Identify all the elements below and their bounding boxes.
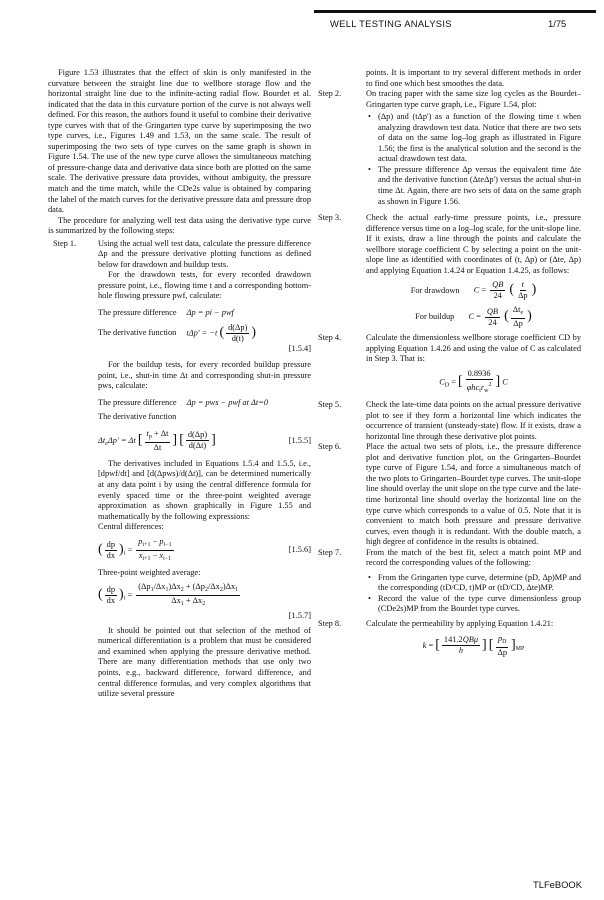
right-column xyxy=(318,68,581,662)
pd2-equation: Δp = pws − pwf at Δt=0 xyxy=(186,397,269,407)
page-number: 1/75 xyxy=(548,18,567,29)
buildup-storage-eq: For buildup C = $\frac{QB}{24}$ ( $\frac{\Delta t_e}{\Delta p}$ ) xyxy=(415,305,532,329)
bullet-icon: • xyxy=(368,593,371,603)
left-column xyxy=(48,68,311,700)
step-3 xyxy=(318,213,581,329)
step-8-text: Calculate the permeability by applying Equation 1.4.21: xyxy=(366,618,554,628)
bullet-bourdet-match xyxy=(366,594,581,615)
eq-1-5-5-number: [1.5.5] xyxy=(288,435,311,445)
pd2-label: The pressure difference xyxy=(98,397,177,407)
equation-1-5-6: ( $\frac{dp}{dx}$ )$_i$ = $\frac{p_{i+1} - p_{i-1}}{x_{i+1} - x_{i-1}}$ [1.5.6] xyxy=(98,536,311,562)
deriv2-label: The derivative function xyxy=(98,412,177,422)
bullet-icon: • xyxy=(368,112,371,122)
step-4-text: Calculate the dimensionless wellbore storage coefficient CD by applying Equation 1.4.26 and using the value of C as calculated in Step 3. That is: xyxy=(366,333,581,364)
running-title: WELL TESTING ANALYSIS xyxy=(330,18,452,29)
bullet-icon: • xyxy=(368,164,371,174)
equation-1-5-7: ( $\frac{dp}{dx}$ )$_i$ = $\frac{(\Delta p_1/\Delta x_1)\Delta x_2 + (\Delta p_2/\Delta x_2)\Delta x_1}{\Delta x_1 + \Delta x_2}$ xyxy=(98,582,239,608)
drawdown-storage-eq: For drawdown C = $\frac{QB}{24}$ ( $\frac{t}{\Delta p}$ ) xyxy=(410,280,537,301)
bullet-buildup-plot xyxy=(366,165,581,207)
eq-1-5-4-number: [1.5.4] xyxy=(288,343,311,353)
step-5-label: Step 5. xyxy=(318,400,342,410)
equation-1-5-5: $\Delta t_e\Delta p' = \Delta t$ [ $\frac{t_p + \Delta t}{\Delta t}$ ] [ $\frac{d(\Delta p)}{d(\Delta t)}$ ] [1.5.5] xyxy=(98,428,311,452)
for-drawdown-label: For drawdown xyxy=(410,285,460,295)
header-rule xyxy=(314,10,596,13)
step-1-label: Step 1. xyxy=(53,238,77,248)
deriv-label: The derivative function xyxy=(98,328,177,337)
step-4 xyxy=(318,333,581,396)
step-5-text: Check the late-time data points on the actual pressure derivative plot to see if they form a horizontal line which indicates the occurrence of transient (unsteady-state) flow. If it exists, draw a horizontal line through these derivative plot points. xyxy=(366,400,581,441)
step-2 xyxy=(318,89,581,207)
step-3-text: Check the actual early-time pressure points, i.e., pressure difference versus time on a log–log scale, for the unit-slope line. If it exists, draw a line through the points and calculate the wellbore storage coefficient C by selecting a point on the unit-slope line as identified with coordinates of (t, Δp) or (Δte, Δp) and applying Equation 1.4.24 or Equation 1.4.25, as follows: xyxy=(366,213,581,275)
bullet-1-text: (Δp) and (tΔp') as a function of the flowing time t when analyzing drawdown test data. Notice that there are two sets of data on the same log–log graph as illustrated in Figure 1.56; the first is the analytical solution and the second is the actual drawdown test data. xyxy=(378,112,581,164)
buildup-text: For the buildup tests, for every recorded buildup pressure point, i.e., shut-in time Δt and corresponding shut-in pressure pws, calculate: xyxy=(98,360,311,391)
step-7-label: Step 7. xyxy=(318,547,342,557)
equation-1-5-4: The derivative function tΔp' = −t ( $\frac{d(\Delta p)}{d(t)}$ ) xyxy=(98,322,257,343)
step-6 xyxy=(318,442,581,547)
page-header xyxy=(0,10,604,30)
step-5 xyxy=(318,400,581,442)
step-2-text: On tracing paper with the same size log cycles as the Bourdet–Gringarten type curve graph, i.e., Figure 1.54, plot: xyxy=(366,89,581,109)
step-1 xyxy=(48,239,311,700)
drawdown-text: For the drawdown tests, for every recorded drawdown pressure point, i.e., flowing time t and a corresponding bottom-hole flowing pressure pwf, calculate: xyxy=(98,270,311,301)
step-8-label: Step 8. xyxy=(318,618,342,628)
for-buildup-label: For buildup xyxy=(415,312,455,322)
pd-equation: Δp = pi − pwf xyxy=(186,308,234,318)
step-7-text: From the match of the best fit, select a match point MP and record the corresponding values of the following: xyxy=(366,547,581,568)
step-7 xyxy=(318,548,581,615)
bullet-drawdown-plot xyxy=(366,112,581,165)
permeability-eq: k = [ $\frac{\text{141.2QBμ}}{h}$ ] [ $\frac{p_D}{\Delta p}$ ]$_{MP}$ xyxy=(422,633,525,657)
step-1-text: Using the actual well test data, calculate the pressure difference Δp and the pressure derivative plotting functions as defined below for drawdown and buildup tests. xyxy=(98,238,311,269)
step-6-text: Place the actual two sets of plots, i.e., the pressure difference plot and derivative function plot, on the Gringarten–Bourdet type curve of Figure 1.54, and force a simultaneous match of the two plots to Gringarten–Bourdet type curves. The unit-slope line should overlay the unit slope on the type curve and the late-time horizontal line should overlay the horizontal line on the type curve which corresponds to a value of 0.5. Note that it is convenient to match both pressure and pressure derivative curves, even though it is redundant. With the double match, a high degree of confidence in the results is obtained. xyxy=(366,442,581,547)
bullet-icon: • xyxy=(368,572,371,582)
pressure-difference-eq-2 xyxy=(98,398,311,409)
continued-text: points. It is important to try several different methods in order to find one which best smoothes the data. xyxy=(366,68,581,88)
bullet-gringarten-match xyxy=(366,573,581,594)
footer-watermark: TLFeBOOK xyxy=(533,879,582,890)
pressure-difference-eq xyxy=(98,308,311,319)
step-2-label: Step 2. xyxy=(318,89,342,99)
bullet-4-text: Record the value of the type curve dimensionless group (CDe2s)MP from the Bourdet type curves. xyxy=(378,593,581,614)
dimensionless-storage-eq: $C_D$ = [ $\frac{0.8936}{\varphi hc_tr_w^2}$ ] C xyxy=(439,369,508,395)
central-diff-label: Central differences: xyxy=(98,522,164,532)
intro-paragraph: Figure 1.53 illustrates that the effect of skin is only manifested in the curvature between the straight line due to wellbore storage flow and the horizontal straight line due to the infinite-acting radial flow. Bourdet et al. indicated that the data in this curvature portion of the curve is not always well defined. For this reason, the authors found it useful to combine their derivative type curves with that of the Gringarten type curve by superimposing the two type curves, i.e., Figures 1.49 and 1.53, on the same scale. The result of superimposing the two sets of type curves on the same graph is shown in Figure 1.54. The use of the new type curve allows the simultaneous matching of pressure-change data and derivative data since both are plotted on the same scale. The derivative pressure data provides, without ambiguity, the pressure match and the time match, while the CDe2s value is obtained by comparing the label of the match curves for the derivative pressure data and pressure drop data. xyxy=(48,68,311,215)
bullet-3-text: From the Gringarten type curve, determine (pD, Δp)MP and the corresponding (tD/CD, t)MP or (tD/CD, Δte)MP. xyxy=(378,572,581,593)
eq-1-5-6-number: [1.5.6] xyxy=(288,544,311,554)
three-point-label: Three-point weighted average: xyxy=(98,567,201,577)
eq-1-5-7-number: [1.5.7] xyxy=(288,611,311,621)
pd-label: The pressure difference xyxy=(98,308,177,318)
step-3-label: Step 3. xyxy=(318,213,342,223)
closing-paragraph: It should be pointed out that selection of the method of numerical differentiation is a problem that must be considered and examined when applying the pressure derivative method. There are many differentiation methods that use only two points, e.g., backward difference, forward difference, and central difference formulas, and very complex algorithms that utilize several pressure xyxy=(98,625,311,699)
step-4-label: Step 4. xyxy=(318,333,342,343)
step-8 xyxy=(318,619,581,658)
derivative-text: The derivatives included in Equations 1.5.4 and 1.5.5, i.e., [dpwf/dt] and [d(Δpws)/d(Δt)], can be determined numerically at any data point i by using the central difference formula for evenly spaced time or the three-point weighted average approximation as shown graphically in Figure 1.55 and mathematically by the following expressions: xyxy=(98,458,311,521)
procedure-paragraph: The procedure for analyzing well test data using the derivative type curve is summarized by the following steps: xyxy=(48,215,311,236)
bullet-2-text: The pressure difference Δp versus the equivalent time Δte and the derivative function (ΔteΔp') versus the actual shut-in time Δt. Again, there are two sets of data on the same graph as shown in Figure 1.56. xyxy=(378,164,581,206)
step-6-label: Step 6. xyxy=(318,442,342,452)
